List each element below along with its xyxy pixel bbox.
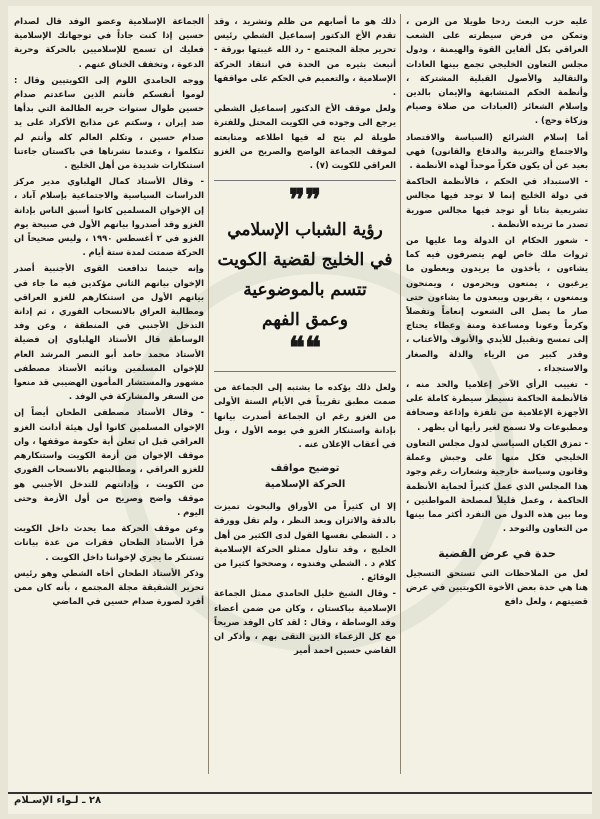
- paragraph: وإنه حينما تدافعت القوى الأجنبية أصدر الإخوان بيانهم الثاني مؤكدين فيه ما جاء في بيانهم الأول من استنكارهم للغزو العراقي ومطالبة العراق بالانسحاب الفوري ، ثم إدانة التدخل الأجنبي في المنطقة ، وعن وفد الوساطة قال الأستاذ الهلباوي إن فضيلة الأستاذ محمد حامد أبو النصر المرشد العام للإخوان المسلمين ونائبه الأستاذ مصطفى مشهور والمستشار المأمون الهضيبي قد منعوا من السفر والمشاركة في الوفد .: [14, 263, 204, 402]
- paragraph: - تمزق الكيان السياسي لدول مجلس التعاون الخليجي فكل منها على وجبش وعملة وقانون وسياسة خارجية وشعارات رغم وجود هذا المجلس الذي عمل كثيراً لحماية الأنظمة الحاكمة ، وعمل قليلاً لمصلحة المواطنين ، وما بين هذه الدول من التفرد أكثر مما بينها من التعاون والتوحد .: [406, 437, 588, 534]
- paragraph: الجماعة الإسلامية وعضو الوفد قال لصدام حسين إذا كنت جاداً في توجهاتك الإسلامية فعليك ان تسمح للإسلاميين بالحركة وحرية الدعوة ، وتخفف الخناق عنهم .: [14, 16, 204, 69]
- paragraph: - الاستبداد في الحكم ، فالأنظمة الحاكمة في دولة الخليج إنما لا توجد فيها مجالس تشريعية بتاتا أو توجد فيها مجالس صورية تصدر ما تريده الأنظمة .: [406, 176, 588, 229]
- column-divider: [400, 14, 401, 774]
- paragraph: أما إسلام الشرائع (السياسة والاقتصاد والاجتماع والتربية والدفاع والقانون) فهي بعيد عن أن يكون فكراً موحداً لهذه الأنظمة .: [406, 131, 588, 171]
- quote-close-mark: ❝❝: [288, 331, 322, 367]
- page-number-label: ٢٨ ـ لـواء الإسـلام: [14, 795, 102, 806]
- paragraph: ولعل موقف الأخ الدكتور إسماعيل الشطي يرجع الى وجوده في الكويت المحتل وللفترة طويلة لم يتح له فيها اطلاعه ومتابعته لموقف الجماعة الواضح والصريح من الغزو العراقي للكويت (٧) .: [214, 103, 396, 171]
- subheading: [214, 461, 396, 493]
- page-footer: [8, 792, 592, 810]
- pull-quote-line: في الخليج لقضية الكويت: [217, 250, 393, 271]
- paragraph: ولعل ذلك يؤكده ما يشتبه إلى الجماعة من صمت مطبق تقريباً في الأيام الستة الأولى من الغزو رغم ان الجماعة أصدرت بيانها بإدانة واستنكار الغزو في يومه الأول ، وبل في أعقاب الإعلان عنه .: [214, 382, 396, 450]
- paragraph: ووجه الحامدي اللوم إلى الكويتيين وقال : لوموا أنفسكم فأنتم الذين ساعدتم صدام حسين طوال سنوات حربه الظالمة التي بدأها ضد إيران ، وسكتم عن مذابح الأكراد على يد صدام حسين ، وتكلم العالم كله وأنتم لم تتكلموا ، وعندما نشرناها في باكستان جاءتنا استنكارات شديدة من أهل الخليج .: [14, 74, 204, 171]
- quote-open-mark: ❞❞: [288, 183, 322, 219]
- section-heading: حدة في عرض القضية: [438, 547, 556, 561]
- magazine-page: [8, 6, 592, 814]
- pull-quote-line: تتسم بالموضوعية: [243, 280, 367, 301]
- paragraph: عليه حزب البعث ردحا طويلا من الزمن ، وتمكن من فرض سيطرته على الشعب العراقي بكل ألفاين القوة والهيمنة ، ودول مجلس التعاون الخليجي تجمع بينها العادات والتقاليد والأصول القبلية المشتركة ، وأنظمة الحكم المتشابهة والإيمان بالدين وإسلام الشعائر (العبادات من صلاة وصيام وزكاة وحج) .: [406, 16, 588, 126]
- paragraph: وعن موقف الحركة مما يحدث داخل الكويت قرأ الأستاذ الطحان فقرات من عدة بيانات تستنكر ما يجري لإخواننا داخل الكويت .: [14, 523, 204, 562]
- paragraph: لعل من الملاحظات التي تستحق التسجيل هنا هي حدة بعض الأخوة الكويتيين في عرض قضيتهم ، ولعل دافع: [406, 567, 588, 606]
- subheading-line: الحركة الإسلامية: [264, 479, 346, 491]
- pull-quote-line: وعمق الفهم: [262, 310, 348, 331]
- paragraph: ذلك هو ما أصابهم من ظلم وتشريد ، وقد تقدم الأخ الدكتور إسماعيل الشطي رئيس تحرير مجلة المجتمع - رد الله غيبتها بورقة - أنبعث بثيره من الحدة في انتقاد الحركة الإسلامية ، والتعميم في الحكم على مواقفها .: [214, 16, 396, 98]
- pull-quote: [214, 180, 396, 372]
- subheading-line: توضيح مواقف: [270, 463, 340, 475]
- paragraph: - وقال الأستاذ مصطفى الطحان أيضاً إن الإخوان المسلمين كانوا أول هيئة أدانت الغزو العراقي قبل ان تعلن أية حكومة موقفها ، وان موقف الإخوان من أزمة الكويت واستنكارهم للغزو العراقي ، ومطالبتهم بالانسحاب الفوري من الكويت ، وإدانتهم للتدخل الأجنبي هو موقف واضح وصريح من أول الأزمة وحتى اليوم .: [14, 407, 204, 517]
- paragraph: - وقال الأستاذ كمال الهلباوي مدير مركز الدراسات السياسية والاجتماعية بإسلام آباد ، إن الإخوان المسلمين كانوا أسبق الناس بإدانة الغزو وقد أصدروا بيانهم الأول في صبيحة يوم الغزو في ٢ أغسطس ١٩٩٠ ، وليس صحيحاً ان الحركة صمتت لمدة ستة أيام .: [14, 176, 204, 258]
- paragraph: إلا ان كثيراً من الأوراق والبحوث تميزت بالدقة والاتزان وبعد النظر ، ولم تقل وورقة د . الشطي نفسها القول لدى الكثير من أهل الخليج ، وقد تناول ممثلو الحركة الإسلامية كلام د . الشطي وفندوه ، وصححوا كثيرا من الوقائع .: [214, 501, 396, 583]
- paragraph: - وقال الشيخ خليل الحامدي ممثل الجماعة الإسلامية بباكستان ، وكان من ضمن أعضاء وفد الوساطة ، وقال : لقد كان الوفد صريحاً مع كل الزعماء الذين التقى بهم ، وأذكر ان القاضي حسين احمد أمير: [214, 588, 396, 656]
- paragraph: وذكر الأستاذ الطحان أخاه الشطي وهو رئيس تحرير الشقيقة مجلة المجتمع ، بأنه كان ممن أفرد لصورة صدام حسين في الماضي: [14, 567, 204, 607]
- middle-column: [214, 14, 396, 784]
- column-divider: [208, 14, 209, 774]
- left-column: [14, 14, 204, 774]
- pull-quote-line: رؤية الشباب الإسلامي: [227, 220, 383, 241]
- paragraph: - تغييب الرأي الآخر إعلاميا والحد منه ، فالأنظمة الحاكمة تسيطر سيطرة كاملة على الأجهزة الإعلامية من تلفزة وإذاعة وصحافة ومطبوعات ولا تسمح لغير رأيها أن يظهر .: [406, 379, 588, 432]
- paragraph: - شعور الحكام ان الدولة وما عليها من ثروات ملك خاص لهم يتصرفون فيه كما يشاءون ، يأخذون ما يريدون ويعطون ما يرغبون ، يمنعون ويحرمون ، ويمنحون ويمنعون ، يقربون ويبعدون ما يشاءون حتى صار ما يصل الى الشعوب إنعاماً وتفضلاً وكرماً وعونا ومساعدة ومنة وعطاء يحتاج إلى تمسح وتقبيل للأيدي والأنوف والأعتاب ، وقدر كبير من الرياء والذلة والصغار والاستجداء .: [406, 235, 588, 373]
- right-column: [406, 14, 588, 784]
